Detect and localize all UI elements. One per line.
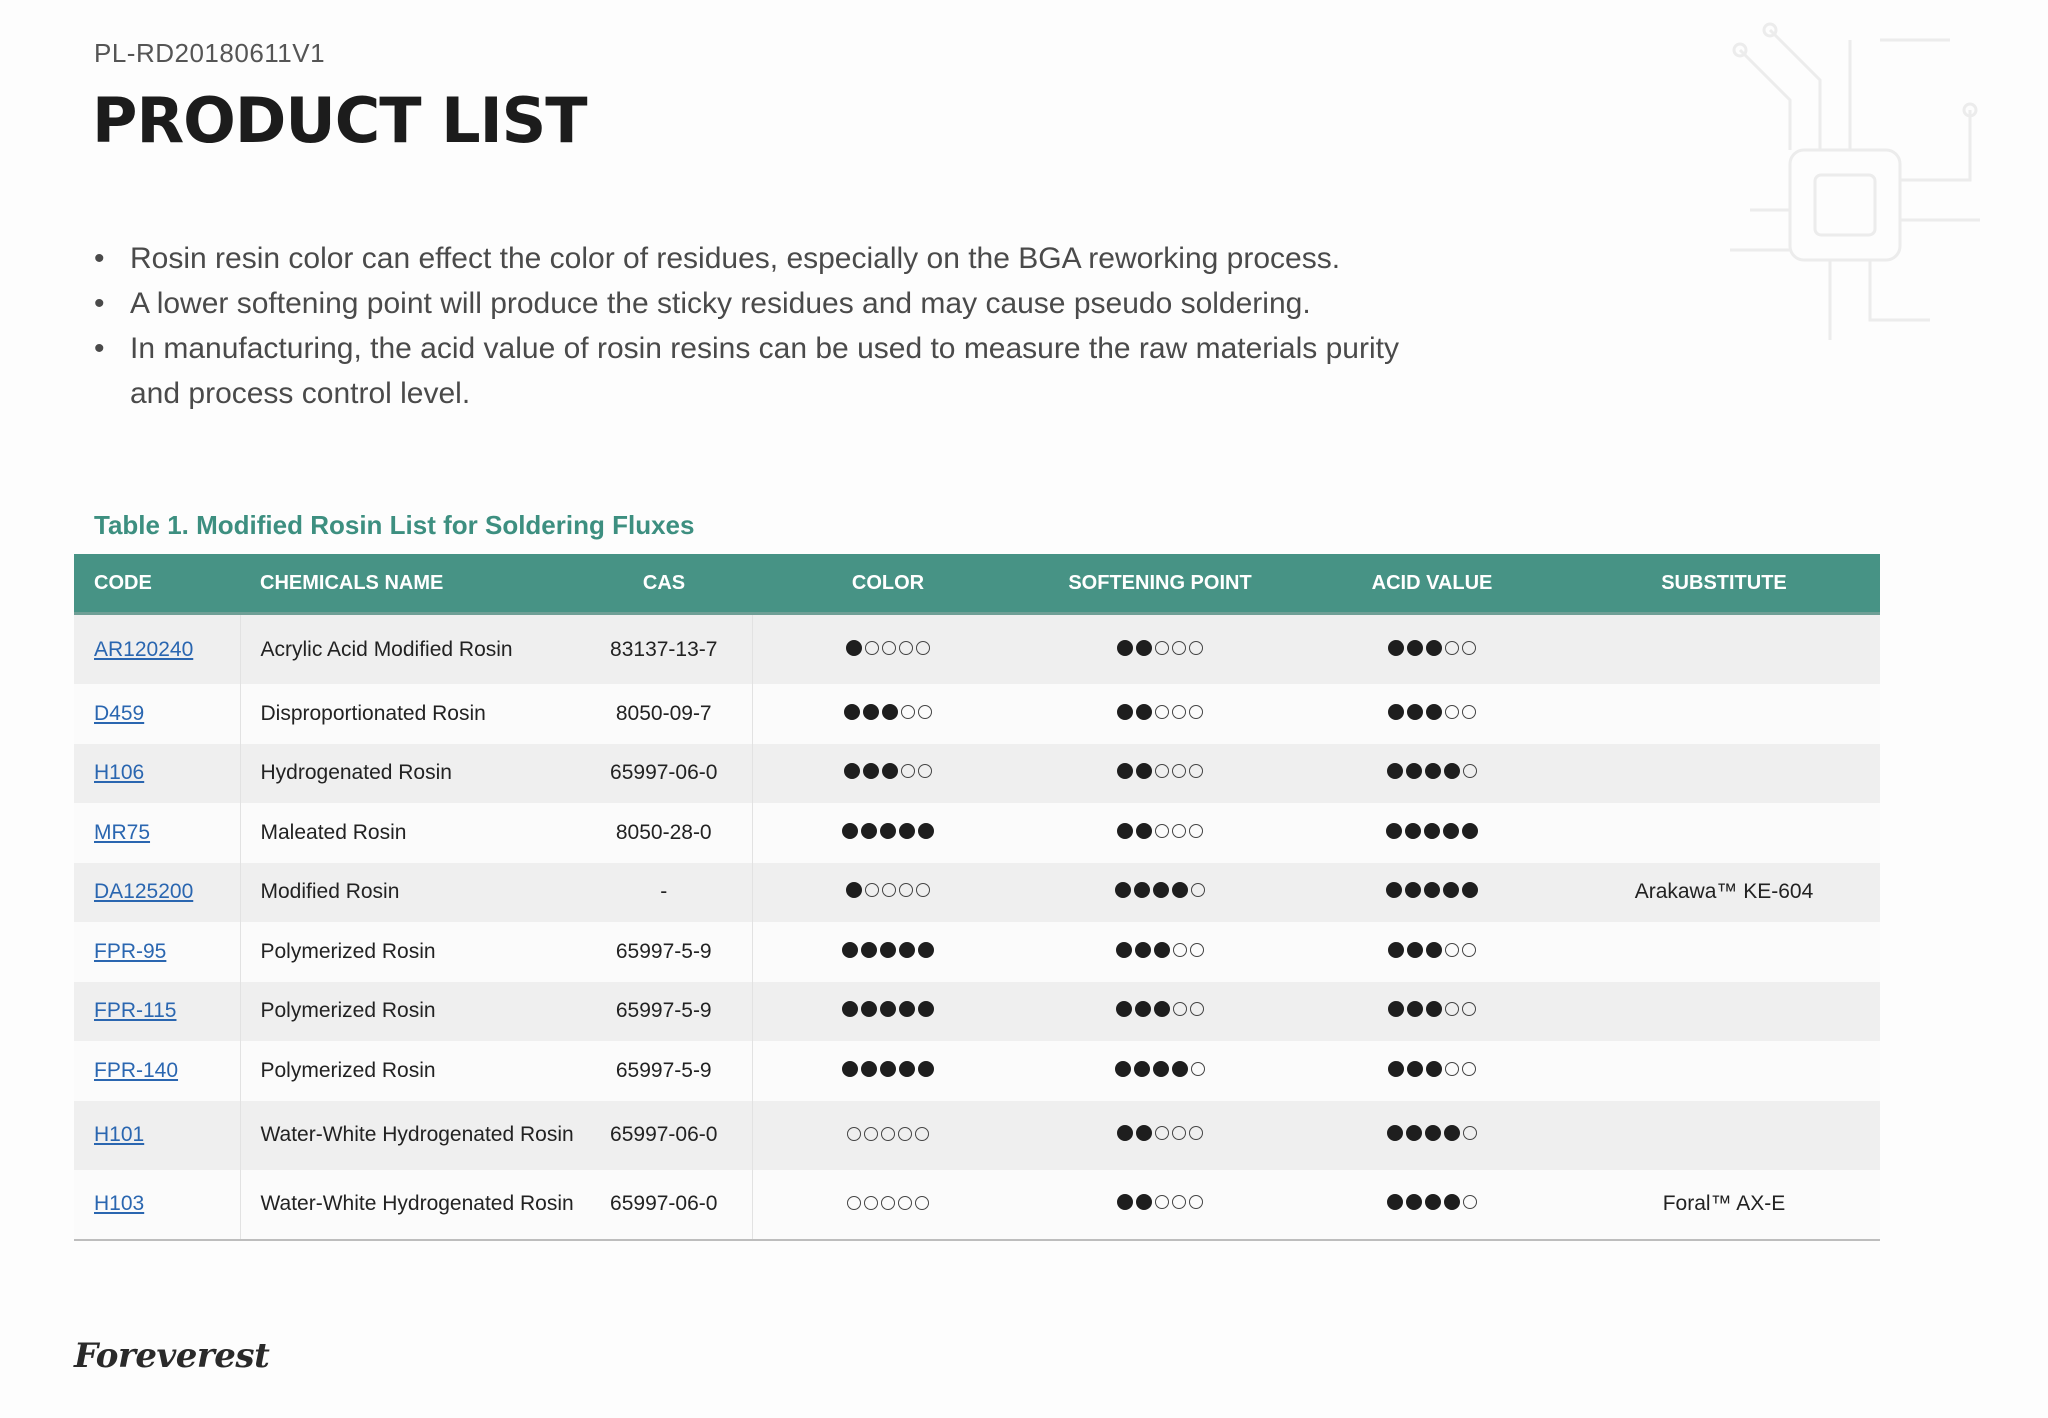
header-code: CODE bbox=[74, 554, 240, 614]
filled-dot-icon bbox=[844, 763, 860, 779]
filled-dot-icon bbox=[842, 1001, 858, 1017]
table-row bbox=[74, 614, 1880, 685]
filled-dot-icon bbox=[863, 763, 879, 779]
cell-code bbox=[74, 684, 240, 744]
empty-dot-icon bbox=[1445, 641, 1459, 655]
cell-acid-rating bbox=[1296, 803, 1568, 863]
empty-dot-icon bbox=[847, 1196, 861, 1210]
empty-dot-icon bbox=[898, 1127, 912, 1141]
table-row bbox=[74, 684, 1880, 744]
filled-dot-icon bbox=[842, 942, 858, 958]
filled-dot-icon bbox=[1117, 640, 1133, 656]
header-chemicals-name: CHEMICALS NAME bbox=[240, 554, 576, 614]
filled-dot-icon bbox=[863, 704, 879, 720]
filled-dot-icon bbox=[1444, 1125, 1460, 1141]
cell-substitute bbox=[1568, 982, 1880, 1042]
empty-dot-icon bbox=[916, 883, 930, 897]
filled-dot-icon bbox=[1407, 704, 1423, 720]
product-code-link[interactable]: H101 bbox=[94, 1123, 145, 1146]
filled-dot-icon bbox=[1153, 882, 1169, 898]
empty-dot-icon bbox=[1462, 1062, 1476, 1076]
cell-acid-rating bbox=[1296, 1170, 1568, 1240]
empty-dot-icon bbox=[865, 641, 879, 655]
empty-dot-icon bbox=[1172, 824, 1186, 838]
empty-dot-icon bbox=[882, 641, 896, 655]
empty-dot-icon bbox=[1189, 641, 1203, 655]
product-code-link[interactable]: H106 bbox=[94, 761, 145, 785]
filled-dot-icon bbox=[1388, 640, 1404, 656]
filled-dot-icon bbox=[1117, 1125, 1133, 1141]
filled-dot-icon bbox=[1425, 763, 1441, 779]
filled-dot-icon bbox=[1424, 823, 1440, 839]
header-acid-value: ACID VALUE bbox=[1296, 554, 1568, 614]
product-code-link[interactable]: FPR-95 bbox=[94, 939, 167, 963]
empty-dot-icon bbox=[1172, 705, 1186, 719]
cell-acid-rating bbox=[1296, 863, 1568, 923]
table-row bbox=[74, 1170, 1880, 1240]
empty-dot-icon bbox=[1155, 641, 1169, 655]
cell-acid-rating bbox=[1296, 982, 1568, 1042]
color-rating bbox=[842, 1001, 934, 1017]
cell-chemical-name: Modified Rosin bbox=[240, 863, 576, 923]
empty-dot-icon bbox=[918, 705, 932, 719]
filled-dot-icon bbox=[1387, 763, 1403, 779]
filled-dot-icon bbox=[1172, 1061, 1188, 1077]
header-cas: CAS bbox=[576, 554, 752, 614]
filled-dot-icon bbox=[1426, 704, 1442, 720]
header-substitute: SUBSTITUTE bbox=[1568, 554, 1880, 614]
empty-dot-icon bbox=[901, 705, 915, 719]
cell-cas: 65997-5-9 bbox=[576, 1041, 752, 1101]
product-code-link[interactable]: D459 bbox=[94, 701, 145, 725]
softening-rating bbox=[1117, 704, 1203, 720]
cell-substitute bbox=[1568, 1101, 1880, 1170]
filled-dot-icon bbox=[1388, 942, 1404, 958]
bullet-item bbox=[94, 236, 1414, 281]
filled-dot-icon bbox=[880, 823, 896, 839]
filled-dot-icon bbox=[861, 942, 877, 958]
filled-dot-icon bbox=[918, 823, 934, 839]
cell-softening-rating bbox=[1024, 922, 1296, 982]
empty-dot-icon bbox=[847, 1127, 861, 1141]
filled-dot-icon bbox=[918, 942, 934, 958]
color-rating bbox=[842, 942, 934, 958]
empty-dot-icon bbox=[1190, 1002, 1204, 1016]
filled-dot-icon bbox=[1406, 763, 1422, 779]
cell-softening-rating bbox=[1024, 1101, 1296, 1170]
bullet-item bbox=[94, 326, 1414, 416]
filled-dot-icon bbox=[861, 1001, 877, 1017]
cell-color-rating bbox=[752, 744, 1024, 804]
filled-dot-icon bbox=[1405, 823, 1421, 839]
cell-chemical-name: Acrylic Acid Modified Rosin bbox=[240, 614, 576, 685]
cell-acid-rating bbox=[1296, 922, 1568, 982]
bullet-item bbox=[94, 281, 1414, 326]
filled-dot-icon bbox=[899, 823, 915, 839]
filled-dot-icon bbox=[1462, 882, 1478, 898]
empty-dot-icon bbox=[1189, 1126, 1203, 1140]
cell-color-rating bbox=[752, 863, 1024, 923]
cell-color-rating bbox=[752, 1041, 1024, 1101]
filled-dot-icon bbox=[1117, 1194, 1133, 1210]
filled-dot-icon bbox=[1115, 1061, 1131, 1077]
cell-code bbox=[74, 614, 240, 685]
cell-softening-rating bbox=[1024, 803, 1296, 863]
table-caption: Table 1. Modified Rosin List for Soldering Fluxes bbox=[94, 510, 695, 540]
cell-acid-rating bbox=[1296, 1041, 1568, 1101]
table-row bbox=[74, 744, 1880, 804]
empty-dot-icon bbox=[1173, 1002, 1187, 1016]
color-rating bbox=[844, 763, 932, 779]
empty-dot-icon bbox=[1445, 1062, 1459, 1076]
acid-rating bbox=[1388, 942, 1476, 958]
color-rating bbox=[847, 1196, 929, 1210]
filled-dot-icon bbox=[1407, 942, 1423, 958]
acid-rating bbox=[1388, 640, 1476, 656]
empty-dot-icon bbox=[1155, 1195, 1169, 1209]
product-code-link[interactable]: DA125200 bbox=[94, 880, 194, 904]
filled-dot-icon bbox=[1443, 823, 1459, 839]
cell-cas: - bbox=[576, 863, 752, 923]
filled-dot-icon bbox=[899, 942, 915, 958]
empty-dot-icon bbox=[1155, 764, 1169, 778]
softening-rating bbox=[1115, 882, 1205, 898]
product-code-link[interactable]: FPR-140 bbox=[94, 1058, 179, 1082]
cell-acid-rating bbox=[1296, 614, 1568, 685]
filled-dot-icon bbox=[1387, 1194, 1403, 1210]
filled-dot-icon bbox=[1136, 1194, 1152, 1210]
filled-dot-icon bbox=[1407, 640, 1423, 656]
empty-dot-icon bbox=[1445, 705, 1459, 719]
product-code-link[interactable]: H103 bbox=[94, 1192, 145, 1215]
empty-dot-icon bbox=[1189, 1195, 1203, 1209]
cell-color-rating bbox=[752, 1170, 1024, 1240]
softening-rating bbox=[1116, 1001, 1204, 1017]
empty-dot-icon bbox=[1189, 824, 1203, 838]
cell-acid-rating bbox=[1296, 684, 1568, 744]
bullet-glyph: • bbox=[94, 332, 105, 365]
filled-dot-icon bbox=[861, 1061, 877, 1077]
filled-dot-icon bbox=[1136, 1125, 1152, 1141]
filled-dot-icon bbox=[1172, 882, 1188, 898]
empty-dot-icon bbox=[1172, 1126, 1186, 1140]
acid-rating bbox=[1388, 704, 1476, 720]
cell-chemical-name: Polymerized Rosin bbox=[240, 922, 576, 982]
filled-dot-icon bbox=[842, 823, 858, 839]
table-row bbox=[74, 1041, 1880, 1101]
color-rating bbox=[842, 1061, 934, 1077]
empty-dot-icon bbox=[1462, 1002, 1476, 1016]
table-row bbox=[74, 803, 1880, 863]
header-softening-point: SOFTENING POINT bbox=[1024, 554, 1296, 614]
filled-dot-icon bbox=[1443, 882, 1459, 898]
filled-dot-icon bbox=[1444, 1194, 1460, 1210]
color-rating bbox=[846, 640, 930, 656]
product-code-link[interactable]: AR120240 bbox=[94, 637, 194, 661]
filled-dot-icon bbox=[880, 1001, 896, 1017]
cell-softening-rating bbox=[1024, 614, 1296, 685]
empty-dot-icon bbox=[918, 764, 932, 778]
cell-softening-rating bbox=[1024, 684, 1296, 744]
empty-dot-icon bbox=[1191, 1062, 1205, 1076]
table-body bbox=[74, 614, 1880, 1240]
color-rating bbox=[847, 1127, 929, 1141]
cell-chemical-name: Maleated Rosin bbox=[240, 803, 576, 863]
cell-softening-rating bbox=[1024, 1170, 1296, 1240]
empty-dot-icon bbox=[1189, 705, 1203, 719]
empty-dot-icon bbox=[1172, 641, 1186, 655]
cell-chemical-name: Polymerized Rosin bbox=[240, 1041, 576, 1101]
empty-dot-icon bbox=[901, 764, 915, 778]
acid-rating bbox=[1388, 1001, 1476, 1017]
filled-dot-icon bbox=[899, 1061, 915, 1077]
cell-acid-rating bbox=[1296, 1101, 1568, 1170]
cell-code bbox=[74, 863, 240, 923]
filled-dot-icon bbox=[1135, 942, 1151, 958]
cell-code bbox=[74, 1101, 240, 1170]
empty-dot-icon bbox=[1155, 1126, 1169, 1140]
document-id: PL-RD20180611V1 bbox=[94, 38, 326, 68]
cell-chemical-name: Water-White Hydrogenated Rosin bbox=[240, 1170, 576, 1240]
filled-dot-icon bbox=[1116, 942, 1132, 958]
cell-color-rating bbox=[752, 1101, 1024, 1170]
cell-color-rating bbox=[752, 614, 1024, 685]
rosin-table bbox=[74, 554, 1880, 1241]
cell-cas: 8050-09-7 bbox=[576, 684, 752, 744]
color-rating bbox=[844, 704, 932, 720]
empty-dot-icon bbox=[1463, 1126, 1477, 1140]
filled-dot-icon bbox=[1426, 1061, 1442, 1077]
empty-dot-icon bbox=[899, 883, 913, 897]
cell-substitute bbox=[1568, 744, 1880, 804]
filled-dot-icon bbox=[1154, 942, 1170, 958]
cell-substitute: Foral™ AX-E bbox=[1568, 1170, 1880, 1240]
empty-dot-icon bbox=[899, 641, 913, 655]
filled-dot-icon bbox=[1136, 763, 1152, 779]
table-row bbox=[74, 922, 1880, 982]
filled-dot-icon bbox=[880, 1061, 896, 1077]
filled-dot-icon bbox=[1407, 1061, 1423, 1077]
cell-cas: 83137-13-7 bbox=[576, 614, 752, 685]
cell-code bbox=[74, 744, 240, 804]
filled-dot-icon bbox=[1117, 763, 1133, 779]
cell-color-rating bbox=[752, 803, 1024, 863]
filled-dot-icon bbox=[1386, 882, 1402, 898]
empty-dot-icon bbox=[1191, 883, 1205, 897]
empty-dot-icon bbox=[1462, 705, 1476, 719]
empty-dot-icon bbox=[865, 883, 879, 897]
cell-softening-rating bbox=[1024, 744, 1296, 804]
filled-dot-icon bbox=[1425, 1194, 1441, 1210]
filled-dot-icon bbox=[1154, 1001, 1170, 1017]
filled-dot-icon bbox=[1117, 704, 1133, 720]
empty-dot-icon bbox=[1189, 764, 1203, 778]
filled-dot-icon bbox=[1136, 704, 1152, 720]
cell-substitute bbox=[1568, 803, 1880, 863]
filled-dot-icon bbox=[1116, 1001, 1132, 1017]
bullet-text: In manufacturing, the acid value of rosin resins can be used to measure the raw materials purity and process control level. bbox=[130, 332, 1399, 410]
filled-dot-icon bbox=[1424, 882, 1440, 898]
cell-softening-rating bbox=[1024, 982, 1296, 1042]
empty-dot-icon bbox=[1172, 1195, 1186, 1209]
cell-substitute bbox=[1568, 614, 1880, 685]
cell-code bbox=[74, 1041, 240, 1101]
filled-dot-icon bbox=[918, 1001, 934, 1017]
filled-dot-icon bbox=[846, 640, 862, 656]
cell-cas: 65997-5-9 bbox=[576, 922, 752, 982]
table-row bbox=[74, 863, 1880, 923]
filled-dot-icon bbox=[1406, 1194, 1422, 1210]
empty-dot-icon bbox=[882, 883, 896, 897]
filled-dot-icon bbox=[842, 1061, 858, 1077]
filled-dot-icon bbox=[899, 1001, 915, 1017]
bullet-glyph: • bbox=[94, 287, 105, 320]
filled-dot-icon bbox=[882, 704, 898, 720]
filled-dot-icon bbox=[918, 1061, 934, 1077]
filled-dot-icon bbox=[1387, 1125, 1403, 1141]
filled-dot-icon bbox=[1388, 704, 1404, 720]
filled-dot-icon bbox=[1388, 1061, 1404, 1077]
filled-dot-icon bbox=[1153, 1061, 1169, 1077]
acid-rating bbox=[1387, 763, 1477, 779]
cell-substitute bbox=[1568, 684, 1880, 744]
product-code-link[interactable]: FPR-115 bbox=[94, 999, 177, 1023]
empty-dot-icon bbox=[1462, 641, 1476, 655]
color-rating bbox=[846, 882, 930, 898]
filled-dot-icon bbox=[1426, 640, 1442, 656]
filled-dot-icon bbox=[844, 704, 860, 720]
filled-dot-icon bbox=[1426, 942, 1442, 958]
filled-dot-icon bbox=[1134, 1061, 1150, 1077]
filled-dot-icon bbox=[1386, 823, 1402, 839]
cell-chemical-name: Hydrogenated Rosin bbox=[240, 744, 576, 804]
softening-rating bbox=[1117, 1125, 1203, 1141]
empty-dot-icon bbox=[915, 1127, 929, 1141]
empty-dot-icon bbox=[1172, 764, 1186, 778]
filled-dot-icon bbox=[1136, 640, 1152, 656]
cell-code bbox=[74, 1170, 240, 1240]
filled-dot-icon bbox=[1426, 1001, 1442, 1017]
cell-code bbox=[74, 982, 240, 1042]
cell-softening-rating bbox=[1024, 1041, 1296, 1101]
softening-rating bbox=[1115, 1061, 1205, 1077]
filled-dot-icon bbox=[1462, 823, 1478, 839]
empty-dot-icon bbox=[1190, 943, 1204, 957]
empty-dot-icon bbox=[915, 1196, 929, 1210]
cell-color-rating bbox=[752, 684, 1024, 744]
bullet-list bbox=[94, 236, 1414, 416]
empty-dot-icon bbox=[864, 1127, 878, 1141]
bullet-text: Rosin resin color can effect the color of residues, especially on the BGA reworking process. bbox=[130, 242, 1341, 275]
color-rating bbox=[842, 823, 934, 839]
table-row bbox=[74, 1101, 1880, 1170]
softening-rating bbox=[1117, 823, 1203, 839]
empty-dot-icon bbox=[1445, 1002, 1459, 1016]
cell-cas: 65997-5-9 bbox=[576, 982, 752, 1042]
filled-dot-icon bbox=[1444, 763, 1460, 779]
cell-color-rating bbox=[752, 922, 1024, 982]
filled-dot-icon bbox=[1405, 882, 1421, 898]
bullet-glyph: • bbox=[94, 242, 105, 275]
acid-rating bbox=[1386, 823, 1478, 839]
header-color: COLOR bbox=[752, 554, 1024, 614]
filled-dot-icon bbox=[880, 942, 896, 958]
empty-dot-icon bbox=[1462, 943, 1476, 957]
acid-rating bbox=[1387, 1125, 1477, 1141]
cell-chemical-name: Polymerized Rosin bbox=[240, 982, 576, 1042]
empty-dot-icon bbox=[898, 1196, 912, 1210]
cell-chemical-name: Water-White Hydrogenated Rosin bbox=[240, 1101, 576, 1170]
acid-rating bbox=[1387, 1194, 1477, 1210]
filled-dot-icon bbox=[882, 763, 898, 779]
circuit-chip-icon bbox=[1730, 20, 1990, 370]
cell-cas: 65997-06-0 bbox=[576, 1101, 752, 1170]
filled-dot-icon bbox=[1425, 1125, 1441, 1141]
filled-dot-icon bbox=[1388, 1001, 1404, 1017]
acid-rating bbox=[1386, 882, 1478, 898]
filled-dot-icon bbox=[1115, 882, 1131, 898]
cell-color-rating bbox=[752, 982, 1024, 1042]
filled-dot-icon bbox=[1407, 1001, 1423, 1017]
empty-dot-icon bbox=[881, 1127, 895, 1141]
cell-cas: 8050-28-0 bbox=[576, 803, 752, 863]
empty-dot-icon bbox=[1155, 824, 1169, 838]
empty-dot-icon bbox=[864, 1196, 878, 1210]
filled-dot-icon bbox=[846, 882, 862, 898]
page-title: PRODUCT LIST bbox=[92, 84, 587, 157]
bullet-text: A lower softening point will produce the sticky residues and may cause pseudo soldering. bbox=[130, 287, 1311, 320]
softening-rating bbox=[1117, 640, 1203, 656]
softening-rating bbox=[1116, 942, 1204, 958]
cell-substitute: Arakawa™ KE-604 bbox=[1568, 863, 1880, 923]
foreverest-logo bbox=[74, 1336, 269, 1376]
cell-substitute bbox=[1568, 1041, 1880, 1101]
table-row bbox=[74, 982, 1880, 1042]
product-code-link[interactable]: MR75 bbox=[94, 820, 151, 844]
cell-substitute bbox=[1568, 922, 1880, 982]
logo-text: Foreverest bbox=[74, 1336, 270, 1376]
softening-rating bbox=[1117, 763, 1203, 779]
empty-dot-icon bbox=[1173, 943, 1187, 957]
cell-cas: 65997-06-0 bbox=[576, 744, 752, 804]
filled-dot-icon bbox=[1406, 1125, 1422, 1141]
filled-dot-icon bbox=[1136, 823, 1152, 839]
empty-dot-icon bbox=[1463, 1195, 1477, 1209]
empty-dot-icon bbox=[1155, 705, 1169, 719]
cell-code bbox=[74, 922, 240, 982]
empty-dot-icon bbox=[916, 641, 930, 655]
empty-dot-icon bbox=[881, 1196, 895, 1210]
softening-rating bbox=[1117, 1194, 1203, 1210]
empty-dot-icon bbox=[1445, 943, 1459, 957]
cell-chemical-name: Disproportionated Rosin bbox=[240, 684, 576, 744]
cell-cas: 65997-06-0 bbox=[576, 1170, 752, 1240]
cell-acid-rating bbox=[1296, 744, 1568, 804]
filled-dot-icon bbox=[1134, 882, 1150, 898]
acid-rating bbox=[1388, 1061, 1476, 1077]
table-header-row bbox=[74, 554, 1880, 614]
cell-code bbox=[74, 803, 240, 863]
cell-softening-rating bbox=[1024, 863, 1296, 923]
filled-dot-icon bbox=[861, 823, 877, 839]
filled-dot-icon bbox=[1117, 823, 1133, 839]
empty-dot-icon bbox=[1463, 764, 1477, 778]
filled-dot-icon bbox=[1135, 1001, 1151, 1017]
